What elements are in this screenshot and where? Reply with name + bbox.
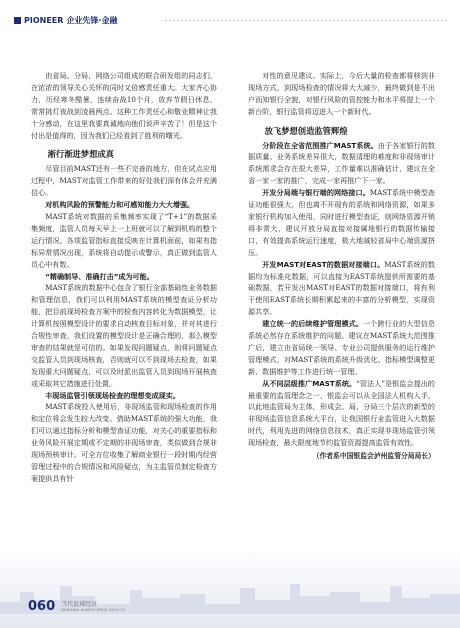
magazine-issue: DANGDAI XIANYU JINGJI 2014.12 [61, 607, 126, 612]
left-column [31, 70, 217, 485]
paragraph: 由省局、分局、网络公司组成的联合研发组的同志们，在浓浓的领导关心关怀的同时又倍感责任重大。大家齐心协力，历经寒冬酷暑，连续奋战10个月，放弃节假日休息，常常挑灯夜战到凌晨两点。这种工作责任心和敬业精神让我十分感动，在这里我要真诚地向他们说声辛苦了！但是这个付出是值得的，因为我们已经看到了胜利的曙光。 [31, 71, 217, 140]
paragraph-bold-lead [248, 187, 435, 258]
section-name: 企业先锋·金融 [66, 16, 118, 25]
paragraph-text: MAST系统的数据均为标准化数据，可以直接为EAST系统提供所需要的基础数据，若开发出MAST对EAST的数据对接端口，将有利于使用EAST系统长期积累起来的丰富的分析模型，实现资源共享。 [248, 259, 436, 317]
subheading: 建立统一的后续维护管理模式。 [262, 319, 364, 329]
paragraph-bold-lead [248, 259, 435, 319]
subheading: 对机构风险的预警能力和可感知能力大大增强。 [45, 200, 195, 210]
paragraph-text: 一个跨行业的大型信息系统必然存在系统维护的问题。建议在MAST系统大范围推广后，建立由省局统一领导、专业公司提供服务的运行维护管理模式，对MAST系统的系统升级优化、指标模型调整更新、数据维护等工作进行统一管理。 [248, 319, 436, 376]
paragraph-text: MAST系统中模型查证功能很强大，但也离不开现有的系统和网络资源，如果多家银行机构加入使用，同时进行模型查证，则网络资源开销将非常大，建议开放分局直接对接属地银行的数据传输接口，有效提高系统运行速度，极大地减轻省局中心端资源挤压。 [248, 188, 435, 257]
right-column [248, 70, 435, 463]
footer-background [0, 548, 460, 628]
paragraph-text: 由于各家银行的数据质量、业务系统差异很大，数据清理的难度和非现场审计系统需求会存在很大差异，工作量难以准确估计，建议在全省一家一家的推广，完成一家再推广下一家。 [248, 140, 436, 186]
subheading: 分阶段在全省范围推广MAST系统。 [262, 140, 378, 150]
subheading: “精确制导、准确打击”成为可能。 [45, 271, 154, 281]
page-header [0, 0, 460, 28]
brand-square-icon [14, 17, 21, 24]
subheading: 丰现场监管引领现场检查的理想变成现实。 [45, 390, 180, 400]
brand-name: PIONEER [24, 16, 64, 25]
paragraph-bold-lead [248, 378, 435, 449]
magazine-name: 当代县域经济 [61, 600, 98, 608]
paragraph-text: “管法人”是银监会提出的最重要的监管理念之一，银监会可以从全国法人机构入手，以此地监管局为主体，形成会、局、分局三个层次的新型的非现场监管信息系统大平台，让我国银行业监管进入大数据时代，利用先进的网络信息技术，真正实现非现场监管引领现场检查，最大限度地节约监管资源提高监管有效性。 [248, 378, 435, 448]
page-number: 060 [28, 598, 56, 614]
paragraph: MAST系统投入使用后，非现场监管和现场检查的作用和定位将会发生较大改变。借助MAST系统的强大功能，我们可以通过指标分析和模型查证功能，对关心的重要指标和业务风险开展定期或不定期的非现场审查，类似做到合规非现场预核审计。可全方位收集了解商业银行一段时期内经营管理过程中的合规情况和风险疑点，为主监管员制定检查方案提供具有针 [31, 402, 217, 483]
header-dot-rule [164, 19, 446, 22]
paragraph: MAST系统的数据中心包含了银行全部基础性业务数据和管理信息，我们可以利用MAST系统的模型查证分析功能，把目前现场检查方案中的检查内容转化为数据模型，让计算机按照模型设计的要求自动核查目标对象，并对其进行合规性审查，我们设置的模型设计是正确合理的，那么模型审查的结果就是可信的。如果发现问题疑点，则将问题疑点交监管人员到现场核查，否则就可以不到现场去检查，如果发现重大问题疑点，可以及时派出监管人员到现场开展核查或采取其它措施进行处置。 [31, 283, 217, 388]
author-note: （作者系中国银监会泸州监管分局局长） [312, 452, 435, 461]
paragraph-bold-lead [248, 318, 435, 378]
paragraph-bold-lead [31, 271, 217, 283]
subheading: 从不同层级推广MAST系统。 [262, 378, 357, 388]
subheading: 开发分局端与银行端的网络接口。 [262, 188, 370, 198]
subheading: 开发MAST对EAST的数据对接端口。 [262, 259, 385, 269]
paragraph-bold-lead [248, 140, 435, 188]
section-heading: 淅行渐进梦想成真 [47, 149, 114, 160]
section-heading: 放飞梦想创造监管辉煌 [264, 125, 348, 136]
paragraph-bold-lead [31, 199, 217, 211]
magazine-masthead [61, 601, 125, 612]
page-footer [28, 598, 125, 614]
section-banner [14, 15, 162, 26]
paragraph-bold-lead [31, 390, 217, 402]
paragraph: 尽管目前MAST还有一些不完善的地方，但在试点应用过程中，MAST对监管工作带来的好处我们深有体会并充满信心。 [31, 164, 217, 198]
paragraph: 对性的意见建议。实际上，今后大量的检查都将移到非现场方式，到现场检查的情况将大大减少，最终做到是不出户而知银行全貌，对银行风险的管控能力和水平将提上一个新台阶，银行监管将迈进入一个新时代。 [248, 71, 435, 116]
paragraph: MAST系统对数据的采集频率实现了“T+1”的数据采集频度，监管人员每天早上一上班就可以了解到机构的整个运行情况。各项监管指标直接反映在计算机面前，如果有指标异常情况出现，系统将自动提示或警示，真正做到监管人员心中有数。 [31, 211, 217, 269]
